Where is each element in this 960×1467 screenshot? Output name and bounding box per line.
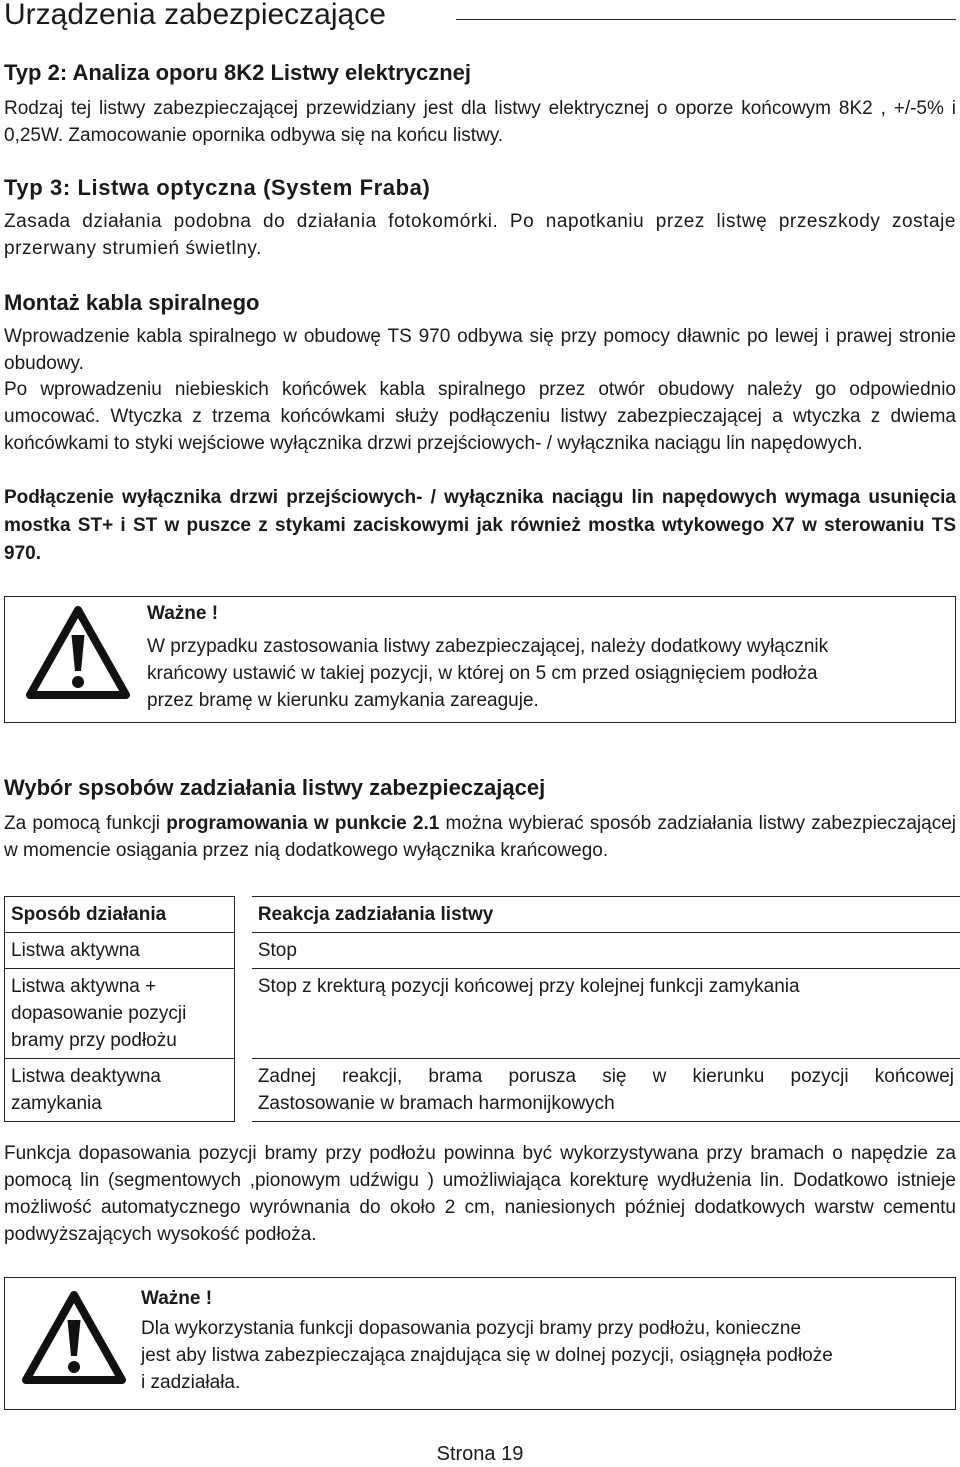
warning-2-line2: jest aby listwa zabezpieczająca znajdująca się w dolnej pozycji, osiągnęła podłoże (141, 1345, 833, 1366)
table-row (5, 969, 960, 1059)
table-header-mode: Sposób działania (5, 897, 235, 933)
warning-1-line2: krańcowy ustawić w takiej pozycji, w której on 5 cm przed osiągnięciem podłoża (147, 663, 818, 684)
table-row (5, 1059, 960, 1122)
table-cell-reaction: Zadnej reakcji, brama porusza się w kierunku pozycji końcowej Zastosowanie w bramach harmonijkowych (252, 1059, 960, 1122)
type3-heading: Typ 3: Listwa optyczna (System Fraba) (4, 175, 431, 200)
type2-text: Rodzaj tej listwy zabezpieczającej przewidziany jest dla listwy elektrycznej o oporze końcowym 8K2 , +/-5% i 0,25W. Zamocowanie opornika odbywa się na końcu listwy. (4, 98, 956, 146)
page-number: Strona 19 (436, 1443, 524, 1465)
wybor-heading: Wybór spsobów zadziałania listwy zabezpieczającej (4, 775, 546, 800)
warning-2-line1: Dla wykorzystania funkcji dopasowania pozycji bramy przy podłożu, konieczne (141, 1318, 802, 1339)
funkcja-text: Funkcja dopasowania pozycji bramy przy podłożu powinna być wykorzystywana przy bramach o napędzie za pomocą lin (segmentowych ,pionowym udźwigu ) umożliwiająca korekturę wydłużenia lin. Dodatkowo istnieje możliwość automatycznego wyrównania do około 2 cm, naniesionych później dodatkowych warstw cementu podwyższających wysokość podłoża. (4, 1143, 956, 1245)
title-rule (456, 19, 956, 20)
warning-2-line3: i zadziałała. (141, 1372, 241, 1393)
warning-1-line1: W przypadku zastosowania listwy zabezpieczającej, należy dodatkowy wyłącznik (147, 636, 829, 657)
warning-box-1 (4, 596, 956, 723)
montaz-para2: Po wprowadzeniu niebieskich końcówek kabla spiralnego przez otwór obudowy należy go odpowiednio umocować. Wtyczka z trzema końcówkami służy podłączeniu listwy zabezpieczającej a wtyczka z dwiema końcówkami to styki wejściowe wyłącznika drzwi przejściowych- / wyłącznika naciągu lin napędowych. (4, 379, 956, 454)
wybor-text-bold: programowania w punkcie 2.1 (166, 813, 440, 834)
warning-box-2 (4, 1277, 956, 1410)
warning-1-line3: przez bramę w kierunku zamykania zareaguje. (147, 690, 539, 711)
options-table (4, 896, 960, 1122)
warning-triangle-icon (21, 1290, 127, 1386)
type2-heading: Typ 2: Analiza oporu 8K2 Listwy elektrycznej (4, 60, 472, 85)
wybor-text: Za pomocą funkcji programowania w punkcie 2.1 można wybierać sposób zadziałania listwy zabezpieczającej w momencie osiągania przez nią dodatkowego wyłącznika krańcowego. (4, 813, 956, 861)
table-cell-mode: Listwa aktywna + dopasowanie pozycji bramy przy podłożu (5, 969, 235, 1059)
table-cell-mode: Listwa aktywna (5, 933, 235, 969)
montaz-heading: Montaż kabla spiralnego (4, 290, 260, 315)
table-header-row (5, 897, 960, 933)
table-header-reaction: Reakcja zadziałania listwy (252, 897, 960, 933)
page-title: Urządzenia zabezpieczające (4, 0, 386, 31)
table-row (5, 933, 960, 969)
table-cell-mode: Listwa deaktywna zamykania (5, 1059, 235, 1122)
type3-text: Zasada działania podobna do działania fotokomórki. Po napotkaniu przez listwę przeszkody zostaje przerwany strumień świetlny. (4, 211, 956, 259)
montaz-para3: Podłączenie wyłącznika drzwi przejściowych- / wyłącznika naciągu lin napędowych wymaga usunięcia mostka ST+ i ST w puszce z stykami zaciskowymi jak również mostka wtykowego X7 w sterowaniu TS 970. (4, 487, 956, 564)
table-cell-reaction: Stop (252, 933, 960, 969)
warning-triangle-icon (25, 605, 131, 701)
montaz-para1: Wprowadzenie kabla spiralnego w obudowę TS 970 odbywa się przy pomocy dławnic po lewej i prawej stronie obudowy. (4, 326, 956, 374)
warning-1-title: Ważne ! (147, 603, 219, 624)
table-cell-reaction: Stop z krekturą pozycji końcowej przy kolejnej funkcji zamykania (252, 969, 960, 1059)
warning-2-title: Ważne ! (141, 1288, 213, 1309)
